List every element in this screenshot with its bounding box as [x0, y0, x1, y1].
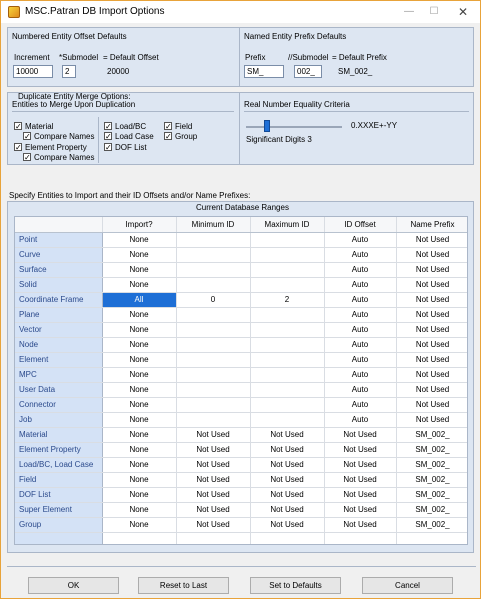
row-header[interactable]: Coordinate Frame: [15, 292, 102, 307]
table-row[interactable]: [15, 472, 468, 487]
min-id-cell[interactable]: Not Used: [176, 442, 250, 457]
prefix-submodel-field[interactable]: 002_: [294, 65, 322, 78]
id-offset-cell[interactable]: Not Used: [324, 472, 396, 487]
row-header[interactable]: Curve: [15, 247, 102, 262]
load-case-checkbox[interactable]: ✓: [105, 132, 112, 141]
default-prefix-label: = Default Prefix: [332, 53, 387, 62]
table-row[interactable]: [15, 502, 468, 517]
max-id-cell[interactable]: [250, 232, 324, 247]
min-id-cell[interactable]: [176, 277, 250, 292]
prefix-submodel-label: //Submodel: [288, 53, 329, 62]
name-prefix-cell[interactable]: Not Used: [396, 277, 468, 292]
min-id-cell[interactable]: Not Used: [176, 457, 250, 472]
empty-cell: [176, 532, 250, 545]
import-cell[interactable]: None: [102, 502, 176, 517]
row-header[interactable]: Load/BC, Load Case: [15, 457, 102, 472]
table-row[interactable]: [15, 397, 468, 412]
table-row[interactable]: [15, 262, 468, 277]
min-id-cell[interactable]: [176, 412, 250, 427]
max-id-cell[interactable]: [250, 277, 324, 292]
import-cell[interactable]: None: [102, 397, 176, 412]
col-header-entity: [15, 217, 102, 232]
id-offset-cell[interactable]: Not Used: [324, 502, 396, 517]
id-offset-cell[interactable]: Not Used: [324, 517, 396, 532]
dof-list-label: DOF List: [115, 143, 147, 152]
row-header[interactable]: User Data: [15, 382, 102, 397]
id-offset-cell[interactable]: Not Used: [324, 487, 396, 502]
import-cell[interactable]: None: [102, 247, 176, 262]
row-header[interactable]: Material: [15, 427, 102, 442]
table-row[interactable]: [15, 337, 468, 352]
table-row-empty: [15, 532, 468, 545]
name-prefix-cell[interactable]: Not Used: [396, 292, 468, 307]
submodel-field[interactable]: 2: [62, 65, 76, 78]
table-row[interactable]: [15, 382, 468, 397]
digits-slider-track[interactable]: [246, 126, 342, 128]
table-row[interactable]: [15, 352, 468, 367]
row-header[interactable]: Point: [15, 232, 102, 247]
default-offset-label: = Default Offset: [103, 53, 159, 62]
import-cell[interactable]: None: [102, 262, 176, 277]
min-id-cell[interactable]: Not Used: [176, 517, 250, 532]
col-header-import: Import?: [102, 217, 176, 232]
max-id-cell[interactable]: [250, 307, 324, 322]
window-title: MSC.Patran DB Import Options: [25, 6, 165, 17]
min-id-cell[interactable]: [176, 262, 250, 277]
name-prefix-cell[interactable]: Not Used: [396, 337, 468, 352]
name-prefix-cell[interactable]: Not Used: [396, 247, 468, 262]
merge-subheading: Entities to Merge Upon Duplication: [12, 100, 136, 109]
table-row[interactable]: [15, 232, 468, 247]
load-bc-label: Load/BC: [115, 122, 147, 131]
table-row[interactable]: [15, 247, 468, 262]
max-id-cell[interactable]: Not Used: [250, 487, 324, 502]
element-property-label: Element Property: [25, 143, 87, 152]
min-id-cell[interactable]: [176, 322, 250, 337]
table-body: [15, 232, 468, 545]
table-row[interactable]: [15, 442, 468, 457]
import-cell[interactable]: None: [102, 412, 176, 427]
load-case-label: Load Case: [115, 132, 154, 141]
min-id-cell[interactable]: [176, 337, 250, 352]
max-id-cell[interactable]: [250, 397, 324, 412]
row-header[interactable]: Element: [15, 352, 102, 367]
element-property-checkbox[interactable]: ✓: [15, 143, 22, 152]
reset-to-last-button[interactable]: Reset to Last: [138, 577, 229, 594]
table-row[interactable]: [15, 412, 468, 427]
row-header[interactable]: MPC: [15, 367, 102, 382]
import-cell[interactable]: None: [102, 277, 176, 292]
id-offset-cell[interactable]: Auto: [324, 307, 396, 322]
id-offset-cell[interactable]: Auto: [324, 397, 396, 412]
row-header[interactable]: Field: [15, 472, 102, 487]
prefix-defaults-heading: Named Entity Prefix Defaults: [244, 32, 347, 41]
entity-table: [14, 216, 468, 545]
offset-defaults-heading: Numbered Entity Offset Defaults: [12, 32, 127, 41]
table-row[interactable]: [15, 277, 468, 292]
max-id-cell[interactable]: Not Used: [250, 427, 324, 442]
col-header-max-id: Maximum ID: [250, 217, 324, 232]
id-offset-cell[interactable]: Not Used: [324, 427, 396, 442]
import-cell[interactable]: None: [102, 457, 176, 472]
format-label: 0.XXXE+-YY: [351, 121, 398, 130]
min-id-cell[interactable]: 0: [176, 292, 250, 307]
load-bc-checkbox[interactable]: ✓: [105, 122, 112, 131]
property-compare-names-label: Compare Names: [34, 153, 95, 162]
import-cell[interactable]: None: [102, 487, 176, 502]
default-offset-value: 20000: [107, 67, 130, 76]
min-id-cell[interactable]: Not Used: [176, 427, 250, 442]
import-cell[interactable]: All: [102, 292, 176, 307]
max-id-cell[interactable]: Not Used: [250, 517, 324, 532]
field-label: Field: [175, 122, 193, 131]
max-id-cell[interactable]: [250, 412, 324, 427]
min-id-cell[interactable]: Not Used: [176, 487, 250, 502]
import-cell[interactable]: None: [102, 382, 176, 397]
field-checkbox[interactable]: ✓: [165, 122, 172, 131]
max-id-cell[interactable]: [250, 337, 324, 352]
name-prefix-cell[interactable]: Not Used: [396, 232, 468, 247]
name-prefix-cell[interactable]: SM_002_: [396, 457, 468, 472]
id-offset-cell[interactable]: Auto: [324, 352, 396, 367]
empty-cell: [102, 532, 176, 545]
min-id-cell[interactable]: [176, 352, 250, 367]
min-id-cell[interactable]: [176, 397, 250, 412]
row-header[interactable]: Connector: [15, 397, 102, 412]
name-prefix-cell[interactable]: Not Used: [396, 382, 468, 397]
id-offset-cell[interactable]: Auto: [324, 262, 396, 277]
cancel-button[interactable]: Cancel: [362, 577, 453, 594]
import-cell[interactable]: None: [102, 442, 176, 457]
merge-separator: [12, 111, 234, 112]
maximize-icon[interactable]: ☐: [429, 6, 439, 17]
equality-heading: Real Number Equality Criteria: [244, 100, 350, 109]
row-header[interactable]: Group: [15, 517, 102, 532]
name-prefix-cell[interactable]: SM_002_: [396, 442, 468, 457]
material-checkbox[interactable]: ✓: [15, 122, 22, 131]
row-header[interactable]: Node: [15, 337, 102, 352]
import-cell[interactable]: None: [102, 322, 176, 337]
table-row[interactable]: [15, 292, 468, 307]
col-header-id-offset: ID Offset: [324, 217, 396, 232]
row-header[interactable]: Plane: [15, 307, 102, 322]
property-compare-names-checkbox[interactable]: ✓: [24, 153, 31, 162]
row-header[interactable]: Super Element: [15, 502, 102, 517]
panel-divider: [239, 28, 240, 86]
name-prefix-cell[interactable]: SM_002_: [396, 517, 468, 532]
row-header[interactable]: Element Property: [15, 442, 102, 457]
table-row[interactable]: [15, 367, 468, 382]
increment-field[interactable]: 10000: [13, 65, 53, 78]
import-cell[interactable]: None: [102, 367, 176, 382]
merge-heading: Duplicate Entity Merge Options:: [18, 92, 131, 101]
min-id-cell[interactable]: [176, 367, 250, 382]
prefix-label: Prefix: [245, 53, 266, 62]
row-header[interactable]: Vector: [15, 322, 102, 337]
import-cell[interactable]: None: [102, 517, 176, 532]
table-caption: Current Database Ranges: [196, 203, 289, 212]
name-prefix-cell[interactable]: Not Used: [396, 397, 468, 412]
name-prefix-cell[interactable]: Not Used: [396, 307, 468, 322]
name-prefix-cell[interactable]: Not Used: [396, 352, 468, 367]
submodel-label: *Submodel: [59, 53, 99, 62]
id-offset-cell[interactable]: Auto: [324, 277, 396, 292]
id-offset-cell[interactable]: Auto: [324, 337, 396, 352]
material-compare-names-label: Compare Names: [34, 132, 95, 141]
name-prefix-cell[interactable]: SM_002_: [396, 472, 468, 487]
prefix-field[interactable]: SM_: [244, 65, 284, 78]
table-row[interactable]: [15, 487, 468, 502]
group-label: Group: [175, 132, 198, 141]
name-prefix-cell[interactable]: Not Used: [396, 412, 468, 427]
max-id-cell[interactable]: Not Used: [250, 472, 324, 487]
min-id-cell[interactable]: [176, 307, 250, 322]
import-cell[interactable]: None: [102, 337, 176, 352]
id-offset-cell[interactable]: Auto: [324, 247, 396, 262]
row-header[interactable]: Job: [15, 412, 102, 427]
id-offset-cell[interactable]: Not Used: [324, 457, 396, 472]
specify-entities-label: Specify Entities to Import and their ID Offsets and/or Name Prefixes:: [9, 191, 251, 200]
table-header-row: [15, 217, 468, 232]
name-prefix-cell[interactable]: SM_002_: [396, 427, 468, 442]
id-offset-cell[interactable]: Auto: [324, 382, 396, 397]
equality-separator: [244, 111, 469, 112]
import-cell[interactable]: None: [102, 472, 176, 487]
col-header-min-id: Minimum ID: [176, 217, 250, 232]
max-id-cell[interactable]: Not Used: [250, 442, 324, 457]
app-icon: [8, 6, 20, 18]
name-prefix-cell[interactable]: Not Used: [396, 367, 468, 382]
id-offset-cell[interactable]: Not Used: [324, 442, 396, 457]
ok-button[interactable]: OK: [28, 577, 119, 594]
max-id-cell[interactable]: Not Used: [250, 457, 324, 472]
import-cell[interactable]: None: [102, 427, 176, 442]
table-row[interactable]: [15, 322, 468, 337]
import-cell[interactable]: None: [102, 352, 176, 367]
increment-label: Increment: [14, 53, 50, 62]
set-to-defaults-button[interactable]: Set to Defaults: [250, 577, 341, 594]
table-row[interactable]: [15, 307, 468, 322]
id-offset-cell[interactable]: Auto: [324, 367, 396, 382]
row-header[interactable]: Solid: [15, 277, 102, 292]
table-row[interactable]: [15, 517, 468, 532]
defaults-panel: [7, 27, 474, 87]
col-header-name-prefix: Name Prefix: [396, 217, 468, 232]
max-id-cell[interactable]: [250, 352, 324, 367]
minimize-icon[interactable]: —: [404, 6, 414, 17]
max-id-cell[interactable]: [250, 382, 324, 397]
dof-list-checkbox[interactable]: ✓: [105, 143, 112, 152]
group-checkbox[interactable]: ✓: [165, 132, 172, 141]
max-id-cell[interactable]: Not Used: [250, 502, 324, 517]
table-row[interactable]: [15, 457, 468, 472]
max-id-cell[interactable]: [250, 367, 324, 382]
import-cell[interactable]: None: [102, 232, 176, 247]
significant-digits-label: Significant Digits 3: [246, 135, 312, 144]
empty-cell: [15, 532, 102, 545]
name-prefix-cell[interactable]: Not Used: [396, 262, 468, 277]
import-cell[interactable]: None: [102, 307, 176, 322]
table-row[interactable]: [15, 427, 468, 442]
min-id-cell[interactable]: [176, 232, 250, 247]
digits-slider-thumb[interactable]: [264, 120, 270, 132]
max-id-cell[interactable]: 2: [250, 292, 324, 307]
material-compare-names-checkbox[interactable]: ✓: [24, 132, 31, 141]
name-prefix-cell[interactable]: SM_002_: [396, 487, 468, 502]
min-id-cell[interactable]: [176, 247, 250, 262]
max-id-cell[interactable]: [250, 247, 324, 262]
material-label: Material: [25, 122, 54, 131]
panel-divider: [239, 93, 240, 164]
max-id-cell[interactable]: [250, 262, 324, 277]
name-prefix-cell[interactable]: Not Used: [396, 322, 468, 337]
button-separator: [7, 566, 476, 567]
default-prefix-value: SM_002_: [338, 67, 373, 76]
empty-cell: [250, 532, 324, 545]
row-header[interactable]: Surface: [15, 262, 102, 277]
merge-panel: [7, 92, 474, 165]
id-offset-cell[interactable]: Auto: [324, 292, 396, 307]
name-prefix-cell[interactable]: SM_002_: [396, 502, 468, 517]
row-header[interactable]: DOF List: [15, 487, 102, 502]
min-id-cell[interactable]: Not Used: [176, 472, 250, 487]
title-bar: [1, 1, 480, 23]
empty-cell: [324, 532, 396, 545]
id-offset-cell[interactable]: Auto: [324, 232, 396, 247]
id-offset-cell[interactable]: Auto: [324, 322, 396, 337]
merge-col-divider: [98, 117, 99, 163]
min-id-cell[interactable]: Not Used: [176, 502, 250, 517]
close-icon[interactable]: ✕: [457, 5, 469, 19]
empty-cell: [396, 532, 468, 545]
min-id-cell[interactable]: [176, 382, 250, 397]
id-offset-cell[interactable]: Auto: [324, 412, 396, 427]
max-id-cell[interactable]: [250, 322, 324, 337]
